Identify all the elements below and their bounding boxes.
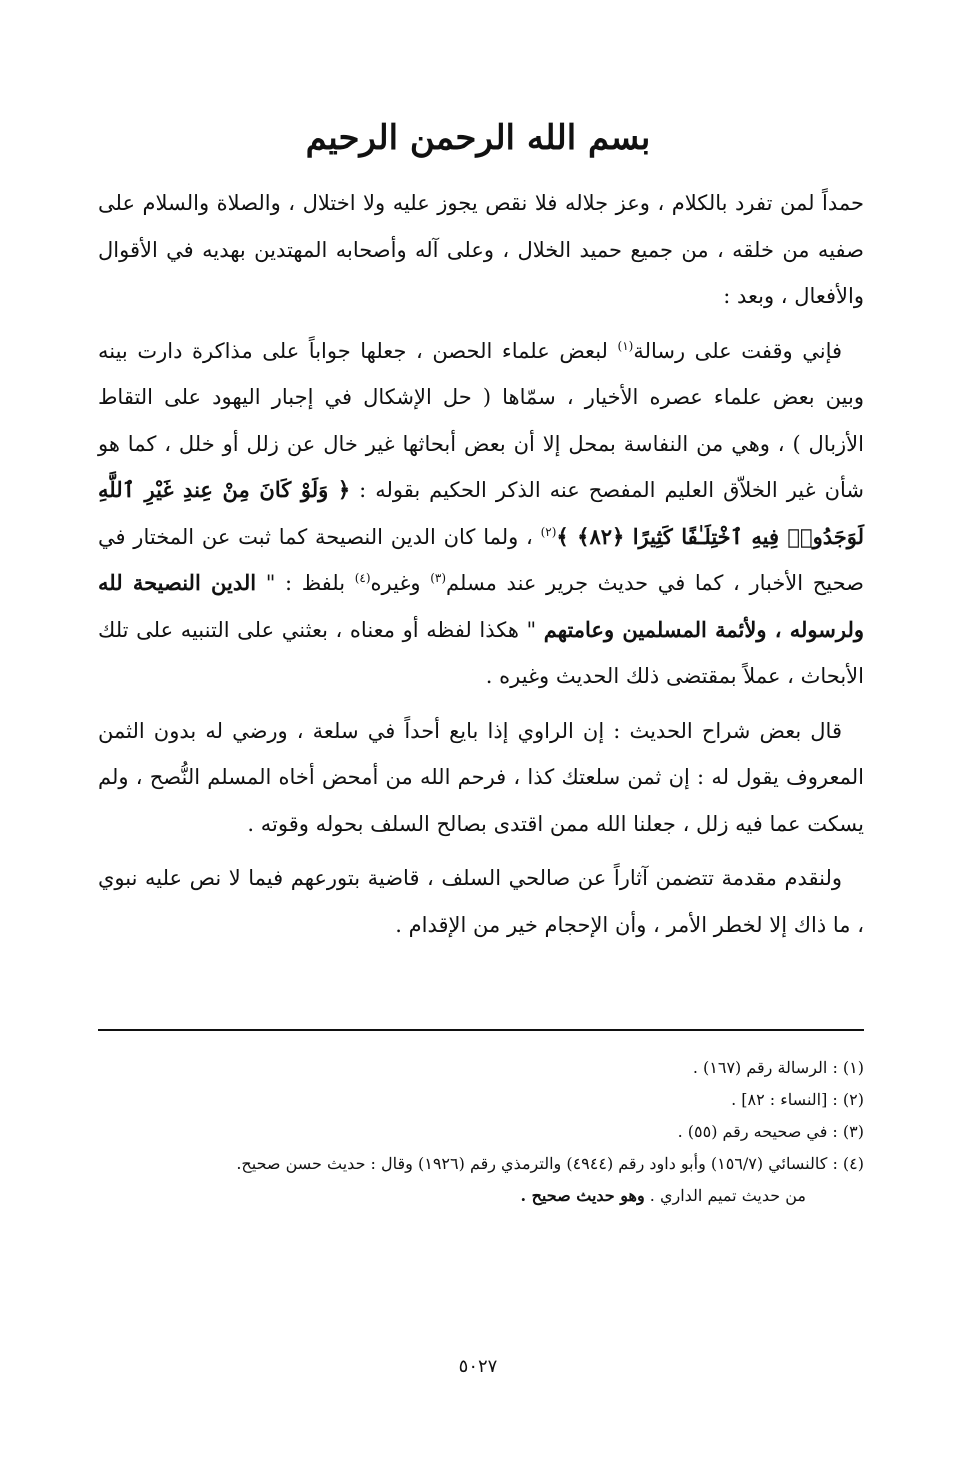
text-segment: لبعض علماء الحصن ، جعلها جواباً على مذاكرة دارت بينه وبين بعض علماء عصره الأخيار ، سمّاها ( حل الإشكال في إجبار اليهود على التقاط الأزبال ) ، وهي من النفاسة بمحل إلا أن بعض أبحاثها غير خال عن زلل أو خلل ، كما هو شأن غير الخلاّق العليم المفصح عنه الذكر الحكيم بقوله : xyxy=(98,338,864,502)
footnotes xyxy=(98,1052,864,1212)
footnote-4: (٤) : كالنسائي (١٥٦/٧) وأبو داود رقم (٤٩٤٤) والترمذي رقم (١٩٢٦) وقال : حديث حسن صحيح. xyxy=(236,1154,864,1173)
main-text xyxy=(98,180,864,948)
paragraph-reason xyxy=(98,328,864,700)
text-segment: " هكذا لفظه أو معناه ، بعثني على التنبيه على تلك الأبحاث ، عملاً بمقتضى ذلك الحديث وغيره . xyxy=(98,617,864,688)
text-segment: بلفظ : " xyxy=(256,571,355,595)
text-segment: فإني وقفت على رسالة xyxy=(633,338,843,363)
footnote-ref-2[interactable]: (٢) xyxy=(540,524,557,539)
paragraph-introduction-note: ولنقدم مقدمة تتضمن آثاراً عن صالحي السلف ، قاضية بتورعهم فيما لا نص عليه نبوي ، ما ذاك إلا لخطر الأمر ، وأن الإحجام خير من الإقدام . xyxy=(98,866,864,937)
footnote-2: (٢) : [النساء : ٨٢] . xyxy=(731,1090,864,1109)
text-segment: ، ولما كان الدين النصيحة كما ثبت عن المختار في صحيح الأخبار ، كما في حديث جرير عند مسلم xyxy=(98,524,865,595)
hadith-grade: وهو حديث صحيح . xyxy=(520,1186,645,1205)
paragraph-intro: حمداً لمن تفرد بالكلام ، وعز جلاله فلا نقص يجوز عليه ولا اختلال ، والصلاة والسلام على صفيه من خلقه ، من جميع حميد الخلال ، وعلى آله وأصحابه المهتدين بهديه في الأقوال والأفعال ، وبعد : xyxy=(98,191,864,308)
hadith-text: الدين النصيحة لله ولرسوله ، ولأئمة المسلمين وعامتهم xyxy=(98,570,865,642)
footnote-4-continued xyxy=(98,1180,864,1212)
page-title: بسم الله الرحمن الرحيم xyxy=(305,118,651,158)
footnote-1: (١) : الرسالة رقم (١٦٧) . xyxy=(692,1058,864,1077)
footnote-ref-4[interactable]: (٤) xyxy=(354,571,371,585)
footnote-3: (٣) : في صحيحه رقم (٥٥) . xyxy=(677,1122,864,1141)
footnote-ref-3[interactable]: (٣) xyxy=(430,571,447,585)
quran-verse: ﴿ وَلَوْ كَانَ مِنْ عِندِ غَيْرِ ٱللَّهِ لَوَجَدُوا۟ فِيهِ ٱخْتِلَـٰفًا كَثِيرًا ﴿٨٢﴾ ﴾ xyxy=(98,477,864,549)
text-segment: من حديث تميم الداري . xyxy=(644,1186,806,1205)
page-number: ٥٠٢٧ xyxy=(458,1356,498,1377)
footnote-ref-1[interactable]: (١) xyxy=(617,338,634,353)
paragraph-commentary: قال بعض شراح الحديث : إن الراوي إذا بايع أحداً في سلعة ، ورضي له بدون الثمن المعروف يقول له : إن ثمن سلعتك كذا ، فرحم الله من أمحض أخاه المسلم النُّصح ، ولم يسكت عما فيه زلل ، جعلنا الله ممن اقتدى بصالح السلف بحوله وقوته . xyxy=(98,718,864,836)
footnote-separator xyxy=(98,1029,864,1031)
text-segment: وغيره xyxy=(370,571,431,595)
